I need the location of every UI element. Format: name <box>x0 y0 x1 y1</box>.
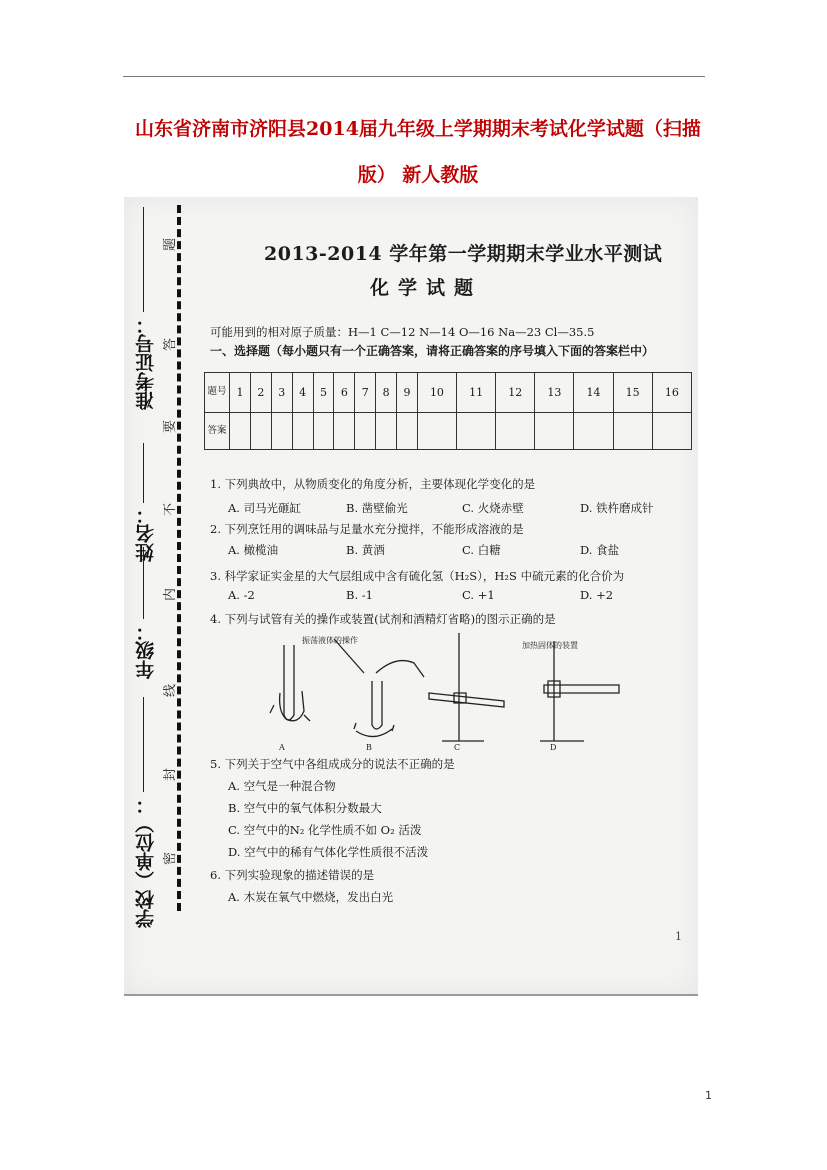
question-number-cell: 5 <box>313 373 334 413</box>
answer-cell[interactable] <box>334 412 355 449</box>
binding-dashed-line <box>177 205 181 911</box>
question-3-stem: 3. 科学家证实金星的大气层组成中含有硫化氢（H₂S），H₂S 中硫元素的化合价为 <box>210 569 625 583</box>
question-5-option-c: C. 空气中的N₂ 化学性质不如 O₂ 活泼 <box>228 823 422 837</box>
question-number-cell: 1 <box>230 373 251 413</box>
option: B. 凿壁偷光 <box>346 501 408 515</box>
question-5-option-a: A. 空气是一种混合物 <box>228 779 336 793</box>
exam-title: 2013-2014 学年第一学期期末学业水平测试 <box>264 243 663 265</box>
page-number: 1 <box>705 1089 712 1102</box>
id-fill-line <box>143 207 144 312</box>
answer-cell[interactable] <box>376 412 397 449</box>
question-number-cell: 12 <box>496 373 535 413</box>
question-number-cell: 4 <box>292 373 313 413</box>
answer-cell[interactable] <box>417 412 456 449</box>
figure-label-b: B <box>366 743 372 752</box>
answer-cell[interactable] <box>230 412 251 449</box>
answer-cell[interactable] <box>355 412 376 449</box>
figure-c-stand <box>429 633 504 741</box>
option: B. -1 <box>346 588 373 602</box>
figure-caption-shake: 振荡液体的操作 <box>302 636 358 645</box>
question-5-option-d: D. 空气中的稀有气体化学性质很不活泼 <box>228 845 429 859</box>
binding-char-6: 线 <box>163 683 179 698</box>
answer-cell[interactable] <box>250 412 271 449</box>
question-number-cell: 7 <box>355 373 376 413</box>
question-number-cell: 2 <box>250 373 271 413</box>
name-label: 姓名： <box>135 505 157 562</box>
binding-char-2: 答 <box>163 337 179 352</box>
document-title: 山东省济南市济阳县2014届九年级上学期期末考试化学试题（扫描版） 新人教版 <box>135 118 701 186</box>
scan-page-number: 1 <box>675 930 682 943</box>
answer-table-answer-row <box>205 412 692 449</box>
binding-char-7: 封 <box>163 767 179 782</box>
name-fill-line <box>143 443 144 503</box>
figure-label-c: C <box>454 743 461 752</box>
section-heading: 一、选择题（每小题只有一个正确答案，请将正确答案的序号填入下面的答案栏中） <box>210 344 655 358</box>
answer-cell[interactable] <box>271 412 292 449</box>
option: A. 橄榄油 <box>228 543 279 557</box>
question-number-cell: 13 <box>535 373 574 413</box>
school-label: 学校（单位）： <box>135 795 157 928</box>
top-rule <box>123 76 705 77</box>
answer-table-header: 答案 <box>205 412 230 449</box>
option: B. 黄酒 <box>346 543 385 557</box>
figure-caption-heat: 加热固体的装置 <box>522 641 578 650</box>
figure-label-a: A <box>279 743 285 752</box>
question-2-stem: 2. 下列烹饪用的调味品与足量水充分搅拌，不能形成溶液的是 <box>210 522 524 536</box>
binding-char-4: 不 <box>163 502 179 517</box>
answer-table-header: 题号 <box>205 373 230 413</box>
option: A. -2 <box>228 588 255 602</box>
answer-table <box>204 372 692 450</box>
question-number-cell: 15 <box>613 373 652 413</box>
question-number-cell: 8 <box>376 373 397 413</box>
atomic-masses: 可能用到的相对原子质量：H—1 C—12 N—14 O—16 Na—23 Cl—35.5 <box>210 325 595 339</box>
question-1-options <box>228 500 654 516</box>
candidate-id-label: 准考证号： <box>135 315 157 410</box>
question-number-cell: 3 <box>271 373 292 413</box>
answer-cell[interactable] <box>397 412 418 449</box>
answer-cell[interactable] <box>574 412 613 449</box>
question-number-cell: 11 <box>457 373 496 413</box>
question-number-cell: 9 <box>397 373 418 413</box>
answer-cell[interactable] <box>496 412 535 449</box>
question-6-option-a: A. 木炭在氧气中燃烧，发出白光 <box>228 890 394 904</box>
figure-a-test-tube <box>270 645 310 721</box>
scanned-exam-page <box>124 197 698 994</box>
option: A. 司马光砸缸 <box>228 501 302 515</box>
question-6-stem: 6. 下列实验现象的描述错误的是 <box>210 868 375 882</box>
option: C. 火烧赤壁 <box>462 501 524 515</box>
question-number-cell: 6 <box>334 373 355 413</box>
question-4-figure <box>264 633 684 753</box>
binding-char-3: 要 <box>163 419 179 434</box>
school-fill-line <box>143 697 144 792</box>
binding-char-5: 内 <box>163 587 179 602</box>
binding-strip <box>124 197 194 994</box>
question-3-options <box>228 588 613 602</box>
answer-cell[interactable] <box>652 412 691 449</box>
option: C. +1 <box>462 588 495 602</box>
figure-d-stand <box>540 641 619 741</box>
grade-label: 年级： <box>135 622 157 679</box>
question-5-stem: 5. 下列关于空气中各组成成分的说法不正确的是 <box>210 757 455 771</box>
option: D. 铁杵磨成针 <box>580 501 654 515</box>
question-4-stem: 4. 下列与试管有关的操作或装置(试剂和酒精灯省略)的图示正确的是 <box>210 612 556 626</box>
answer-cell[interactable] <box>313 412 334 449</box>
option: D. 食盐 <box>580 543 620 557</box>
binding-char-1: 题 <box>163 237 179 252</box>
question-5-option-b: B. 空气中的氧气体积分数最大 <box>228 801 382 815</box>
figure-label-d: D <box>550 743 557 752</box>
question-number-cell: 10 <box>417 373 456 413</box>
exam-subtitle: 化学试题 <box>370 277 483 299</box>
answer-cell[interactable] <box>613 412 652 449</box>
binding-char-8: 密 <box>163 851 179 866</box>
answer-cell[interactable] <box>535 412 574 449</box>
option: D. +2 <box>580 588 614 602</box>
question-number-cell: 16 <box>652 373 691 413</box>
answer-table-number-row <box>205 373 692 413</box>
figure-b-shaking <box>334 639 424 737</box>
question-2-options <box>228 542 619 558</box>
question-number-cell: 14 <box>574 373 613 413</box>
grade-fill-line <box>143 547 144 619</box>
scan-bottom-edge <box>124 994 698 996</box>
answer-cell[interactable] <box>292 412 313 449</box>
answer-cell[interactable] <box>457 412 496 449</box>
question-1-stem: 1. 下列典故中，从物质变化的角度分析，主要体现化学变化的是 <box>210 477 536 491</box>
option: C. 白糖 <box>462 543 501 557</box>
